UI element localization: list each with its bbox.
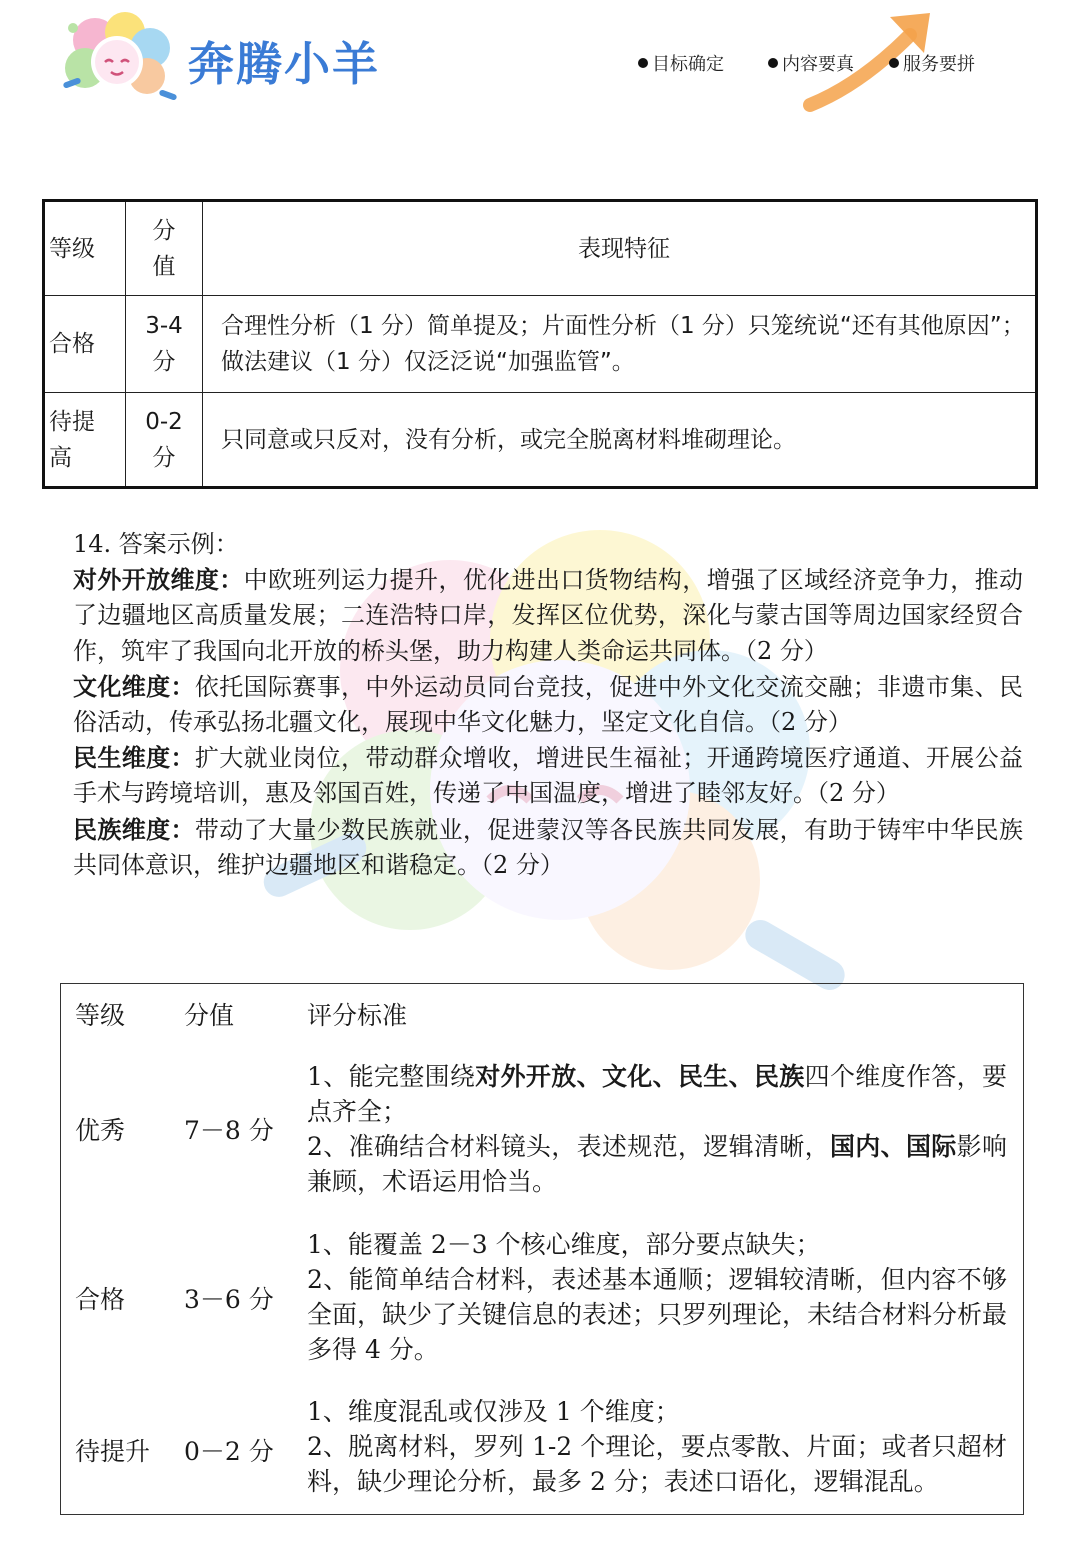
row-desc: 合理性分析（1 分）简单提及；片面性分析（1 分）只笼统说“还有其他原因”；做法建议（1 分）仅泛泛说“加强监管”。 (203, 296, 1037, 393)
answer-item (73, 812, 1023, 883)
row-criteria (307, 1059, 1007, 1199)
answer-example (73, 527, 1023, 883)
criteria-line: 2、准确结合材料镜头，表述规范，逻辑清晰，国内、国际影响兼顾，术语运用恰当。 (307, 1132, 1007, 1196)
row-criteria (307, 1227, 1007, 1367)
table-row (44, 393, 1037, 488)
item-text: 依托国际赛事，中外运动员同台竞技，促进中外文化交流交融；非遗市集、民俗活动，传承弘扬北疆文化，展现中华文化魅力，坚定文化自信。（2 分） (73, 672, 1023, 737)
row-desc: 只同意或只反对，没有分析，或完全脱离材料堆砌理论。 (203, 393, 1037, 488)
answer-item (73, 562, 1023, 669)
table-row (44, 296, 1037, 393)
table-header-row (44, 201, 1037, 296)
row-grade: 待提升 (75, 1437, 151, 1466)
header-grade: 等级 (44, 201, 126, 296)
page-header (0, 0, 1080, 120)
criteria-line: 2、脱离材料，罗列 1-2 个理论，要点零散、片面；或者只超材料，缺少理论分析，最多 2 分；表述口语化，逻辑混乱。 (307, 1432, 1007, 1496)
item-label: 民生维度： (73, 743, 195, 773)
header-desc: 表现特征 (203, 201, 1037, 296)
bullet-icon (768, 58, 778, 68)
header-criteria: 评分标准 (307, 1001, 408, 1030)
row-criteria (307, 1394, 1007, 1499)
score-table-2 (60, 983, 1024, 1515)
row-score: 0－2 分 (184, 1437, 274, 1466)
answer-item (73, 669, 1023, 740)
criteria-line: 1、能覆盖 2－3 个核心维度，部分要点缺失； (307, 1230, 821, 1259)
row-score: 3-4 分 (126, 296, 203, 393)
bullet-icon (889, 58, 899, 68)
answer-item (73, 740, 1023, 811)
item-text: 中欧班列运力提升，优化进出口货物结构，增强了区域经济竞争力，推动了边疆地区高质量发展；二连浩特口岸，发挥区位优势，深化与蒙古国等周边国家经贸合作，筑牢了我国向北开放的桥头堡，助力构建人类命运共同体。（2 分） (73, 566, 1024, 665)
nav-item-2: 内容要真 (768, 50, 854, 76)
item-text: 带动了大量少数民族就业，促进蒙汉等各民族共同发展，有助于铸牢中华民族共同体意识，维护边疆地区和谐稳定。（2 分） (73, 815, 1023, 879)
header-score: 分值 (184, 1001, 235, 1030)
item-label: 民族维度： (73, 814, 195, 844)
header-score: 分 值 (126, 201, 203, 296)
answer-title: 14. 答案示例： (73, 530, 239, 558)
row-score: 3－6 分 (184, 1285, 274, 1314)
row-grade: 合格 (44, 296, 126, 393)
row-grade: 待提 高 (44, 393, 126, 488)
brand-name: 奔腾小羊 (188, 37, 380, 91)
item-label: 文化维度： (73, 671, 195, 701)
item-text: 扩大就业岗位，带动群众增收，增进民生福祉；开通跨境医疗通道、开展公益手术与跨境培训，惠及邻国百姓，传递了中国温度，增进了睦邻友好。（2 分） (73, 744, 1023, 808)
row-score: 0-2 分 (126, 393, 203, 488)
header-grade: 等级 (75, 1001, 126, 1030)
criteria-line: 2、能简单结合材料，表述基本通顺；逻辑较清晰，但内容不够全面，缺少了关键信息的表述；只罗列理论，未结合材料分析最多得 4 分。 (307, 1265, 1008, 1364)
criteria-line: 1、能完整围绕对外开放、文化、民生、民族四个维度作答，要点齐全； (307, 1062, 1007, 1126)
row-grade: 合格 (75, 1285, 126, 1314)
nav-item-1: 目标确定 (638, 50, 724, 76)
item-label: 对外开放维度： (73, 565, 244, 595)
criteria-line: 1、维度混乱或仅涉及 1 个维度； (307, 1397, 680, 1426)
score-table-1 (42, 199, 1038, 489)
logo-icon (55, 10, 185, 110)
nav-item-3: 服务要拼 (889, 50, 975, 76)
bullet-icon (638, 58, 648, 68)
row-grade: 优秀 (75, 1116, 126, 1145)
row-score: 7－8 分 (184, 1116, 274, 1145)
